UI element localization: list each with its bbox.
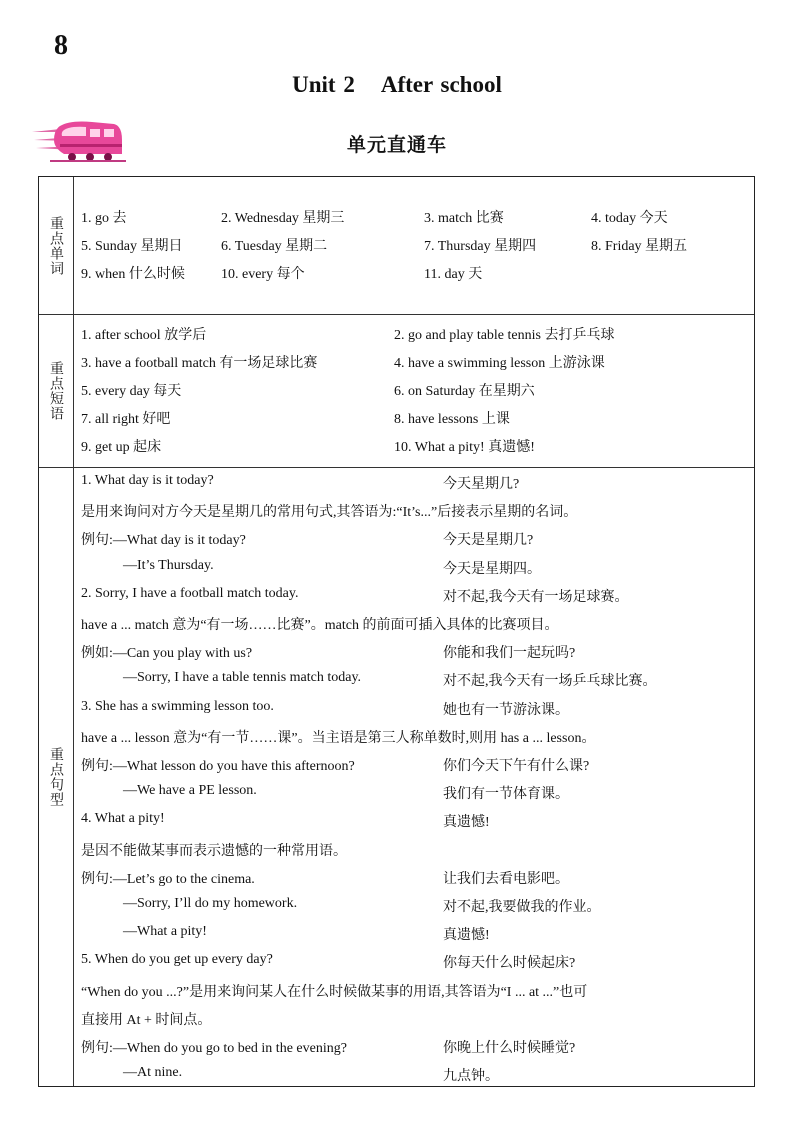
sentence-chinese: 你们今天下午有什么课? [443,759,590,774]
phrase-item: 9. get up 起床 [81,440,162,455]
word-item: 1. go 去 [81,211,127,226]
sentence-english: 1. What day is it today? [81,473,214,488]
sentence-english: 例句:—What day is it today? [81,533,246,549]
phrase-item: 7. all right 好吧 [81,412,171,427]
sentence-english: 2. Sorry, I have a football match today. [81,585,299,601]
sentence-english: —It’s Thursday. [123,557,214,573]
word-item: 11. day 天 [424,267,483,282]
sentence-chinese: 真遗憾! [443,928,490,944]
sentence-english: 3. She has a swimming lesson too. [81,698,274,714]
key-sentences-row [39,467,754,1086]
sentence-chinese: 让我们去看电影吧。 [443,871,569,887]
sentence-english: —Sorry, I have a table tennis match today. [123,670,362,686]
explanation-text: have a ... match 意为“有一场……比赛”。match 的前面可插入具体的比赛项目。 [81,618,559,633]
sentence-english: —At nine. [123,1065,183,1081]
word-item: 9. when 什么时候 [81,267,185,282]
sentence-english: —Sorry, I’ll do my homework. [123,896,298,911]
phrase-item: 5. every day 每天 [81,384,182,399]
phrase-item: 6. on Saturday 在星期六 [394,384,535,399]
sentence-chinese: 你能和我们一起玩吗? [443,646,576,662]
explanation-text: “When do you ...?”是用来询问某人在什么时候做某事的用语,其答语为“I ... at ...”也可 [81,984,588,1000]
phrase-item: 8. have lessons 上课 [394,412,510,427]
sentence-chinese: 你晚上什么时候睡觉? [443,1041,576,1056]
explanation-text: 是因不能做某事而表示遗憾的一种常用语。 [81,843,347,859]
word-item: 2. Wednesday 星期三 [221,211,345,226]
word-item: 10. every 每个 [221,267,305,282]
sentence-chinese: 你每天什么时候起床? [443,956,576,972]
sentence-chinese: 对不起,我今天有一场足球赛。 [443,589,629,605]
word-item: 6. Tuesday 星期二 [221,239,328,254]
page-number: 8 [54,30,68,61]
word-item: 5. Sunday 星期日 [81,239,183,254]
sentence-chinese: 真遗憾! [443,815,490,831]
word-item: 3. match 比赛 [424,211,504,226]
word-item: 8. Friday 星期五 [591,239,688,254]
sentence-english: 例如:—Can you play with us? [81,646,253,662]
key-words-label: 重点单词 [39,177,74,314]
unit-number: Unit 2 [292,72,355,97]
explanation-text: 是用来询问对方今天是星期几的常用句式,其答语为:“It’s...”后接表示星期的名词。 [81,505,578,521]
key-words-row [39,177,754,315]
sentence-english: 例句:—What lesson do you have this afternoon? [81,759,355,774]
summary-table [38,176,755,1087]
sentence-english: —What a pity! [123,924,207,940]
key-phrases-row [39,314,754,468]
sentence-chinese: 我们有一节体育课。 [443,787,569,803]
sentence-chinese: 今天是星期四。 [443,561,541,577]
sentence-english: 4. What a pity! [81,811,165,827]
key-sentences-label: 重点句型 [39,467,74,1086]
word-item: 4. today 今天 [591,211,668,226]
phrase-item: 2. go and play table tennis 去打乒乓球 [394,328,615,343]
sentence-english: 例句:—Let’s go to the cinema. [81,871,255,887]
phrase-item: 1. after school 放学后 [81,328,207,343]
sentence-chinese: 今天星期几? [443,477,520,492]
section-title: 单元直通车 [346,134,447,156]
unit-title [0,72,794,98]
phrase-item: 10. What a pity! 真遗憾! [394,440,535,455]
sentence-chinese: 她也有一节游泳课。 [443,702,569,718]
key-phrases-label: 重点短语 [39,314,74,467]
sentence-english: 5. When do you get up every day? [81,952,273,968]
sentence-chinese: 对不起,我要做我的作业。 [443,900,601,915]
sentence-chinese: 今天是星期几? [443,533,534,549]
sentence-english: —We have a PE lesson. [123,783,257,799]
phrase-item: 3. have a football match 有一场足球比赛 [81,356,318,371]
phrase-item: 4. have a swimming lesson 上游泳课 [394,356,605,371]
sentence-english: 例句:—When do you go to bed in the evening? [81,1041,347,1056]
explanation-text: 直接用 At + 时间点。 [81,1012,212,1028]
unit-name: After school [380,72,502,97]
word-item: 7. Thursday 星期四 [424,239,537,254]
sentence-chinese: 九点钟。 [443,1069,499,1085]
explanation-text: have a ... lesson 意为“有一节……课”。当主语是第三人称单数时,则用 has a ... lesson。 [81,730,596,746]
sentence-chinese: 对不起,我今天有一场乒乓球比赛。 [443,674,657,690]
